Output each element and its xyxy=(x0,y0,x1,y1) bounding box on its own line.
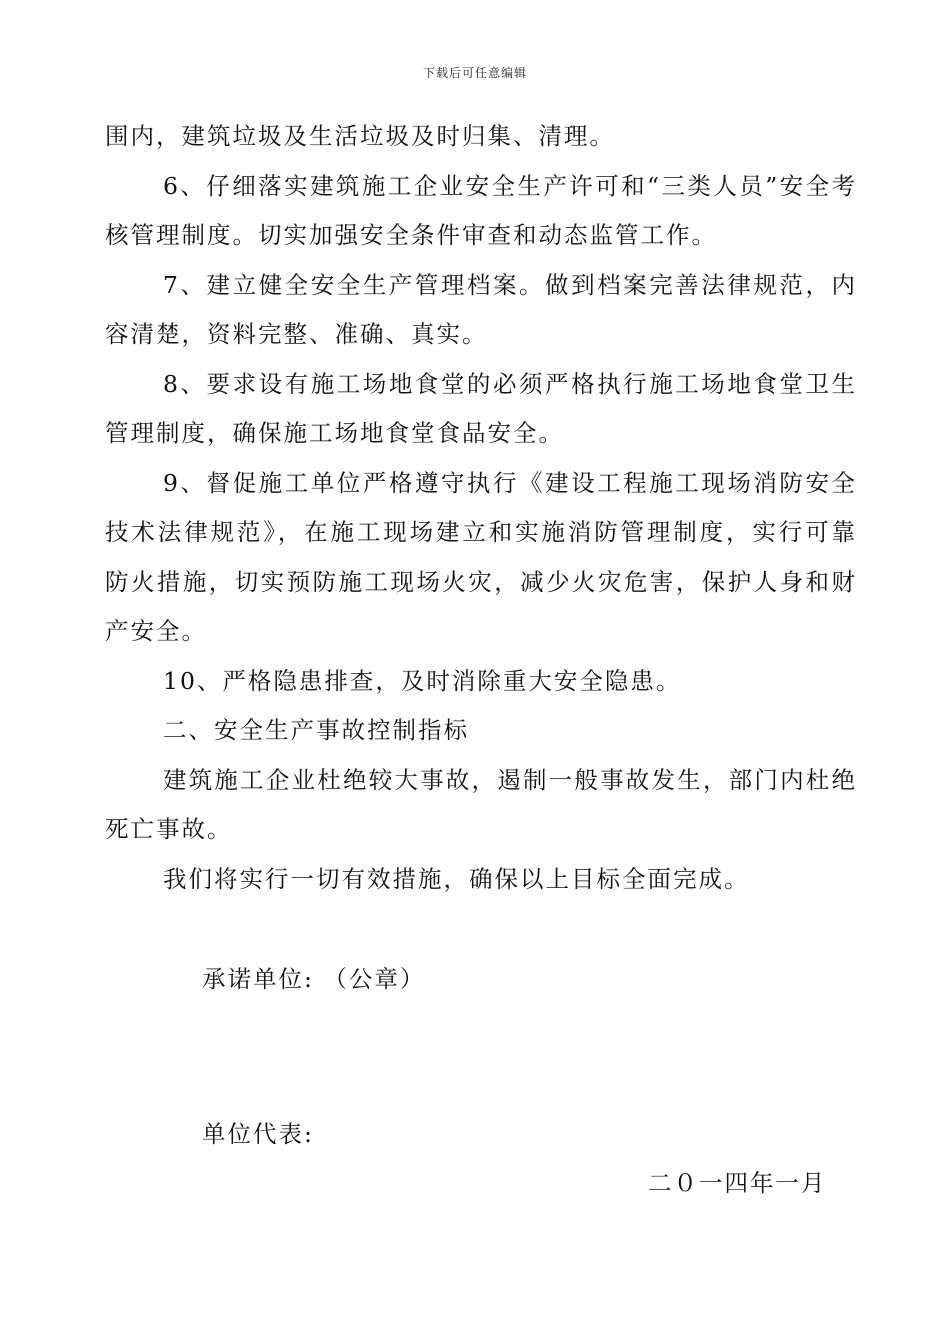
section-heading-2: 二、安全生产事故控制指标 xyxy=(163,716,469,744)
page-header-note: 下载后可任意编辑 xyxy=(422,66,527,80)
signature-unit: 承诺单位: （公章） xyxy=(202,965,426,993)
paragraph-item-7: 7、建立健全安全生产管理档案。做到档案完善法律规范，内容清楚，资料完整、准确、真实。 xyxy=(105,270,857,348)
paragraph-commitment: 我们将实行一切有效措施，确保以上目标全面完成。 xyxy=(163,864,750,893)
paragraph-item-6: 6、仔细落实建筑施工企业安全生产许可和“三类人员”安全考核管理制度。切实加强安全条件审查和动态监管工作。 xyxy=(105,171,857,249)
signature-representative: 单位代表: xyxy=(202,1120,314,1148)
paragraph-item-9: 9、督促施工单位严格遵守执行《建设工程施工现场消防安全技术法律规范》，在施工现场建立和实施消防管理制度，实行可靠防火措施，切实预防施工现场火灾，减少火灾危害，保护人身和财产安全。 xyxy=(105,468,857,645)
document-body xyxy=(105,112,857,904)
paragraph-continuation: 围内，建筑垃圾及生活垃圾及时归集、清理。 xyxy=(105,122,615,150)
paragraph-accident-target: 建筑施工企业杜绝较大事故，遏制一般事故发生，部门内杜绝死亡事故。 xyxy=(105,765,857,843)
paragraph-item-10: 10、严格隐患排查，及时消除重大安全隐患。 xyxy=(163,666,682,695)
signature-date: 二０一四年一月 xyxy=(648,1169,827,1197)
paragraph-item-8: 8、要求设有施工场地食堂的必须严格执行施工场地食堂卫生管理制度，确保施工场地食堂食品安全。 xyxy=(105,369,857,447)
